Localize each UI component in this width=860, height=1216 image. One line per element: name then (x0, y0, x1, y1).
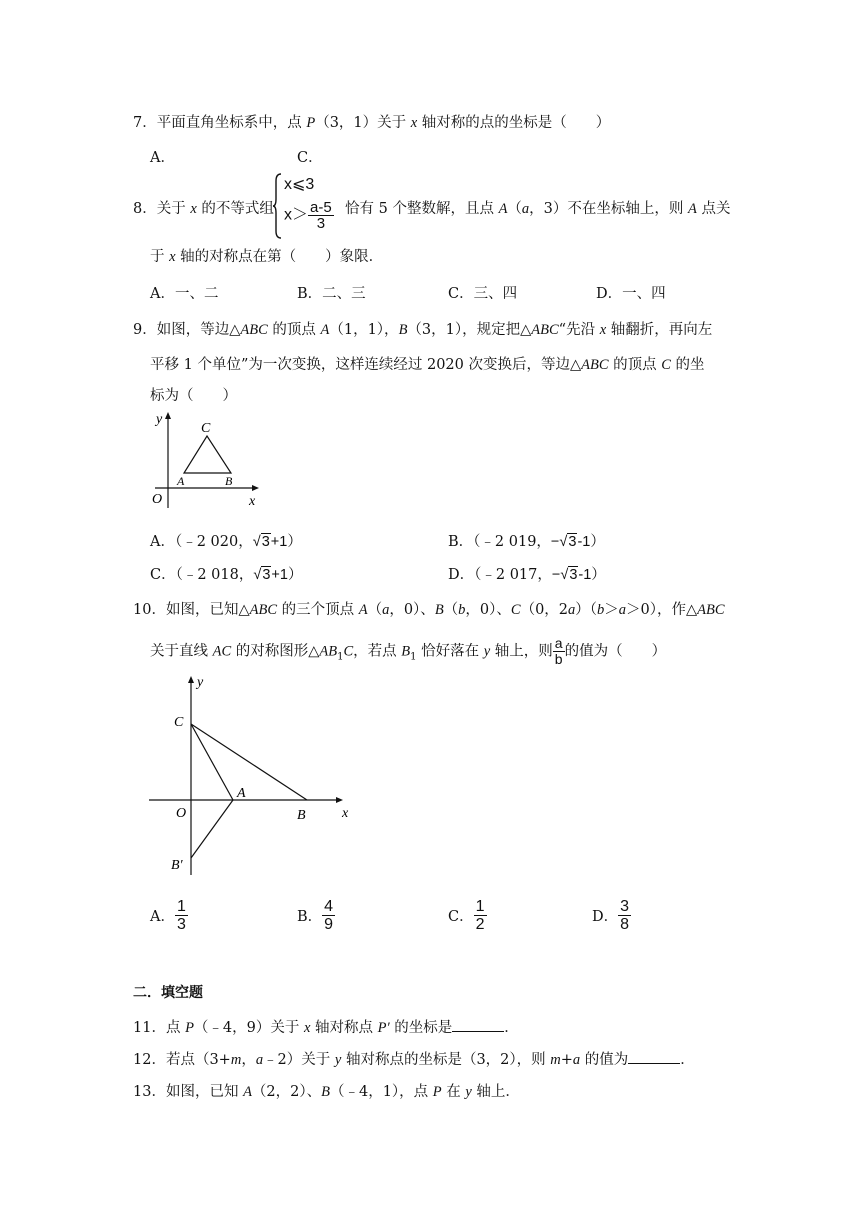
question-12: 12．若点（3+m，a﹣2）关于 y 轴对称点的坐标是（3，2），则 m+a 的值为 ． (133, 1048, 695, 1069)
label-o: O (152, 492, 163, 507)
q9-option-c: C．（﹣2 018，√3+1） (150, 567, 303, 583)
q8-option-d: D．一、四 (596, 286, 666, 302)
label-x: x (342, 806, 349, 821)
fraction: $\frac{4}{9}$ (324, 898, 334, 933)
label-o: O (176, 806, 187, 821)
fraction: $\frac{a-5}{3}$ (310, 199, 332, 232)
fraction-a-over-b: $\frac{a}{b}$ (554, 635, 563, 667)
brace-icon (272, 173, 282, 239)
y-axis-arrow (188, 676, 194, 683)
sqrt: √3 (252, 534, 270, 550)
segment-cb (191, 724, 307, 800)
triangle-abc (184, 436, 231, 473)
q10-option-d: D． $\frac{3}{8}$ (592, 898, 630, 933)
q9-option-d: D．（﹣2 017，−√3-1） (448, 567, 606, 583)
sqrt: √3 (560, 567, 578, 583)
q10-option-a: A． $\frac{1}{3}$ (150, 898, 186, 933)
label-a: A (237, 786, 246, 801)
question-8-line-1b: 恰有 5 个整数解，且点 A（a，3）不在坐标轴上，则 A 点关 (345, 201, 731, 217)
q8-option-b: B．二、三 (297, 286, 366, 302)
question-8-line-2: 于 x 轴的对称点在第（ ）象限． (150, 249, 384, 265)
q7-option-c: C． (297, 150, 323, 166)
label-b-prime: B′ (171, 858, 183, 873)
label-a: A (177, 474, 185, 488)
answer-blank[interactable] (452, 1017, 504, 1032)
segment-ab-prime (191, 800, 233, 858)
question-13: 13．如图，已知 A（2，2）、B（﹣4，1），点 P 在 y 轴上． (133, 1084, 520, 1100)
label-y: y (156, 412, 163, 427)
question-9-line-3: 标为（ ） (150, 388, 237, 404)
question-8-line-1: 8．关于 x 的不等式组 (133, 201, 274, 217)
q10-option-b: B． $\frac{4}{9}$ (297, 898, 334, 933)
sqrt: √3 (559, 534, 577, 550)
label-x: x (249, 494, 256, 509)
label-c: C (201, 421, 211, 436)
q8-option-c: C．三、四 (448, 286, 518, 302)
q7-option-a: A． (150, 150, 175, 166)
q8-option-a: A．一、二 (150, 286, 219, 302)
question-11: 11．点 P（﹣4，9）关于 x 轴对称点 P′ 的坐标是 ． (133, 1016, 519, 1037)
q10-figure (145, 670, 360, 880)
x-axis-arrow (252, 485, 259, 491)
question-10-line-2: 关于直线 AC 的对称图形$\triangle AB_1C$，若点 $B_1$ 恰好落在 y 轴上，则 $\frac{a}{b}$ 的值为（ ） (150, 635, 667, 667)
question-9-line-1: 9．如图，等边△ABC 的顶点 A（1，1），B（3，1），规定把△ABC“先沿 x 轴翻折，再向左 (133, 322, 713, 338)
section-title: 二．填空题 (133, 984, 203, 1000)
segment-ca (191, 724, 233, 800)
inequality-1: x⩽3 (284, 176, 315, 193)
x-axis-arrow (336, 797, 343, 803)
fraction: $\frac{1}{2}$ (475, 898, 485, 933)
q9-option-a: A．（﹣2 020，√3+1） (150, 534, 302, 550)
fraction: $\frac{3}{8}$ (620, 898, 630, 933)
label-y: y (197, 675, 204, 690)
q10-option-c: C． $\frac{1}{2}$ (448, 898, 485, 933)
label-b: B (297, 808, 306, 823)
y-axis-arrow (165, 412, 171, 419)
question-7: 7．平面直角坐标系中，点 P（3，1）关于 x 轴对称的点的坐标是（ ） (133, 115, 611, 131)
inequality-2: x＞ $\frac{a-5}{3}$ (284, 199, 332, 232)
question-10-line-1: 10．如图，已知△ABC 的三个顶点 A（a，0）、B（b，0）、C（0，2a）（b＞a＞0），作△ABC (133, 602, 725, 618)
sqrt: √3 (253, 567, 271, 583)
q9-figure (145, 408, 270, 513)
q9-option-b: B．（﹣2 019，−√3-1） (448, 534, 605, 550)
label-c: C (174, 715, 184, 730)
fraction: $\frac{1}{3}$ (176, 898, 186, 933)
answer-blank[interactable] (628, 1049, 680, 1064)
label-b: B (225, 474, 233, 488)
question-9-line-2: 平移 1 个单位”为一次变换，这样连续经过 2020 次变换后，等边△ABC 的顶点 C 的坐 (150, 357, 705, 373)
